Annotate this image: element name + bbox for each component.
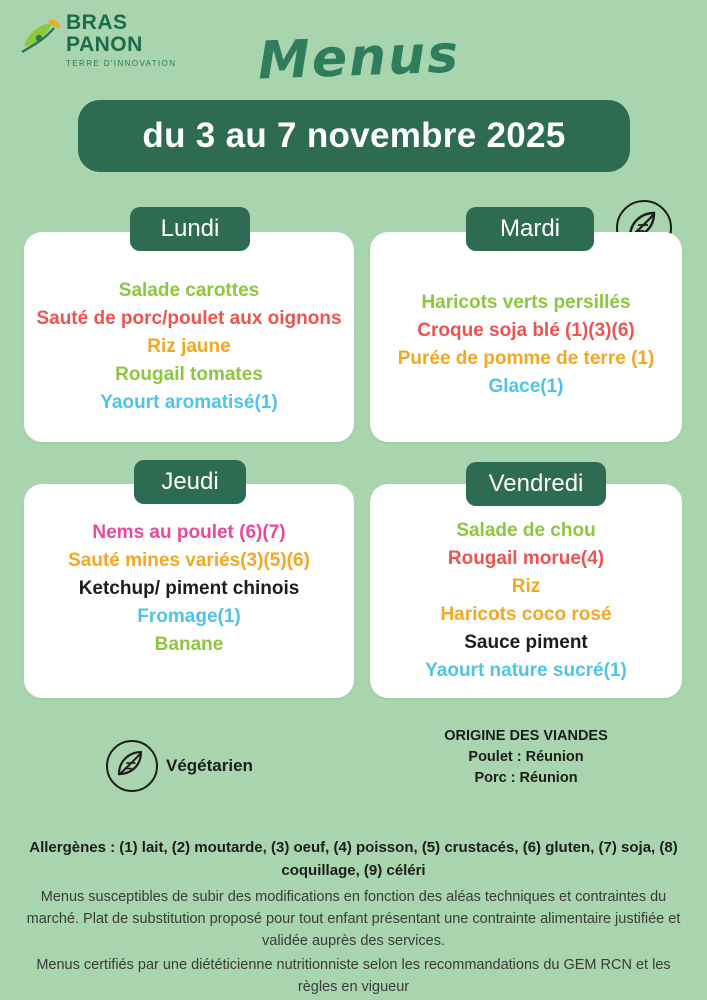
day-card-mardi xyxy=(370,232,682,442)
footer-notes xyxy=(24,886,683,998)
day-card-jeudi xyxy=(24,484,354,698)
dish-item: Sauce piment xyxy=(464,632,588,653)
dish-item: Riz jaune xyxy=(147,336,231,357)
footer-note: Menus certifiés par une diététicienne nutritionniste selon les recommandations du GEM RCN et les règles en vigueur xyxy=(36,957,671,995)
day-tab-mardi: Mardi xyxy=(466,207,594,251)
page-title: Menus xyxy=(257,24,462,92)
dish-item: Fromage(1) xyxy=(137,606,241,627)
dish-item: Rougail tomates xyxy=(115,364,263,385)
logo-line-2: PANON xyxy=(66,33,143,56)
dish-item: Haricots coco rosé xyxy=(440,604,612,625)
date-range-banner: du 3 au 7 novembre 2025 xyxy=(78,100,630,172)
day-tab-lundi: Lundi xyxy=(130,207,250,251)
day-card-vendredi xyxy=(370,484,682,698)
origin-block xyxy=(376,726,676,789)
leaf-icon xyxy=(106,740,158,792)
vegetarian-legend-label: Végétarien xyxy=(166,756,253,775)
dish-item: Nems au poulet (6)(7) xyxy=(92,522,286,543)
origin-line: Porc : Réunion xyxy=(474,770,578,786)
dish-list-jeudi xyxy=(34,520,344,660)
origin-title: ORIGINE DES VIANDES xyxy=(444,728,608,744)
dish-item: Glace(1) xyxy=(488,376,564,397)
allergens-text: Allergènes : (1) lait, (2) moutarde, (3) oeuf, (4) poisson, (5) crustacés, (6) gluten, (7) soja, (8) coquillage, (9) céléri xyxy=(29,839,678,879)
dish-item: Yaourt nature sucré(1) xyxy=(425,660,627,681)
dish-item: Haricots verts persillés xyxy=(421,292,631,313)
logo-line-1: BRAS xyxy=(66,11,128,34)
day-tab-jeudi: Jeudi xyxy=(134,460,246,504)
dish-item: Yaourt aromatisé(1) xyxy=(100,392,278,413)
footer-note: Menus susceptibles de subir des modifications en fonction des aléas techniques et contraintes du marché. Plat de substitution proposé pour tout enfant présentant une contrainte alimentaire justifiée et validée auprès des services. xyxy=(26,889,681,949)
day-tab-vendredi: Vendredi xyxy=(466,462,606,506)
dish-list-lundi xyxy=(34,278,344,418)
dish-item: Salade de chou xyxy=(456,520,596,541)
origin-line: Poulet : Réunion xyxy=(468,749,584,765)
dish-list-mardi xyxy=(380,290,672,402)
logo xyxy=(18,10,188,82)
dish-item: Sauté de porc/poulet aux oignons xyxy=(36,308,342,329)
dish-item: Rougail morue(4) xyxy=(447,548,605,569)
vegetarian-legend xyxy=(106,740,253,792)
dish-item: Sauté mines variés(3)(5)(6) xyxy=(68,550,310,571)
logo-tagline: TERRE D'INNOVATION xyxy=(66,59,177,68)
dish-list-vendredi xyxy=(380,518,672,686)
logo-mark-icon xyxy=(18,16,64,60)
dish-item: Banane xyxy=(154,634,224,655)
day-card-lundi xyxy=(24,232,354,442)
dish-item: Ketchup/ piment chinois xyxy=(78,578,300,599)
logo-text xyxy=(66,12,186,68)
dish-item: Purée de pomme de terre (1) xyxy=(397,348,655,369)
dish-item: Salade carottes xyxy=(118,280,260,301)
dish-item: Riz xyxy=(511,576,541,597)
dish-item: Croque soja blé (1)(3)(6) xyxy=(417,320,635,341)
